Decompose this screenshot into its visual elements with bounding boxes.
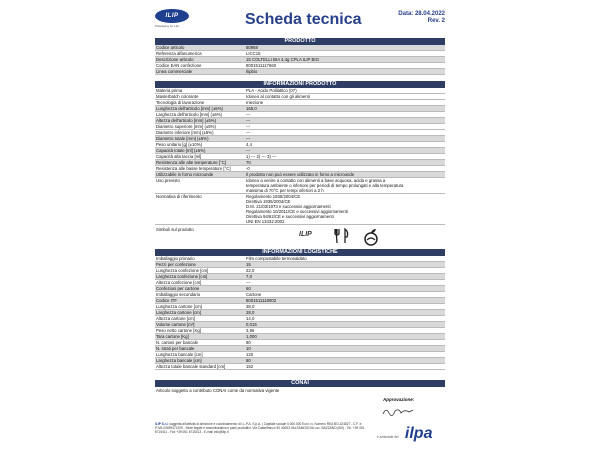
food-contact-icon: [333, 227, 351, 245]
row-label: Pezzi per confezione: [155, 262, 245, 268]
row-value: ---: [245, 280, 445, 286]
row-value: Ilipbio: [245, 69, 445, 75]
row-value: LICC15: [245, 51, 445, 57]
row-value: 165,0: [245, 106, 445, 112]
row-label: Diametro totale [mm] (±5%): [155, 136, 245, 142]
row-value: PLA - Acido Polilattico (07): [245, 88, 445, 94]
section-logistiche: [155, 249, 445, 370]
row-label: Diametro superiore [mm] (±5%): [155, 124, 245, 130]
row-value: 60: [245, 286, 445, 292]
row-value: 8001511118002: [245, 298, 445, 304]
product-symbols: [155, 225, 445, 249]
row-label: Codice articolo: [155, 45, 245, 51]
row-label: Masterbatch colorante: [155, 94, 245, 100]
symbols-label: Simboli sul prodotto: [156, 227, 194, 232]
table-row: [155, 69, 445, 75]
ilip-logo: ILIP: [155, 9, 189, 23]
ilpa-logo: [377, 425, 432, 443]
row-value: 80968: [245, 45, 445, 51]
row-value: 14,0: [245, 316, 445, 322]
row-label: Capacità totale [ml] (±5%): [155, 148, 245, 154]
row-label: Lunghezza dell'articolo [mm] (±5%): [155, 106, 245, 112]
ilpa-caption: è aziendale del: [377, 435, 399, 439]
row-value: ---: [245, 130, 445, 136]
row-value: 10: [245, 346, 445, 352]
section-title: INFORMAZIONI LOGISTICHE: [155, 249, 445, 256]
row-label: Capacità alla taccia [ml]: [155, 154, 245, 160]
compostable-icon: [363, 228, 379, 246]
row-label: Tecnologia di lavorazione: [155, 100, 245, 106]
row-label: Altezza cartone [cm]: [155, 316, 245, 322]
row-value: 15 COLTELLI BIA 4,4g CPLA ILIP BIO: [245, 57, 445, 63]
row-label: Utilizzabile in forno microonde: [155, 172, 245, 178]
logo-tagline: Packaging for Life: [155, 24, 180, 28]
row-value: 120: [245, 352, 445, 358]
row-label: Imballaggio primario: [155, 256, 245, 262]
conai-text: Articolo soggetto a contributo CONAI come da normativa vigente: [156, 388, 280, 393]
ilip-symbol: ILIP: [299, 231, 312, 238]
footer-company: ILIP S.r.l.: [155, 422, 169, 426]
section-title: INFORMAZIONI PRODOTTO: [155, 81, 445, 88]
footer-legal: [155, 422, 365, 434]
row-label: Resistenza alle basse temperature [°C]: [155, 166, 245, 172]
row-value: 80: [245, 358, 445, 364]
date-block: [398, 11, 445, 25]
approval-label: Approvazione:: [383, 397, 415, 402]
row-value: Iniezione: [245, 100, 445, 106]
info-table: [155, 88, 445, 225]
row-label: Altezza confezione [cm]: [155, 280, 245, 286]
row-value: 1,000: [245, 334, 445, 340]
row-label: Lunghezza cartone [cm]: [155, 304, 245, 310]
row-label: Larghezza dell'articolo [mm] (±5%): [155, 112, 245, 118]
row-label: Linea commerciale: [155, 69, 245, 75]
table-row: [155, 194, 445, 225]
table-row: [155, 178, 445, 194]
row-value: ---: [245, 118, 445, 124]
row-value: Idoneo al contatto con gli alimenti: [245, 94, 445, 100]
row-value: -0: [245, 166, 445, 172]
table-row: [155, 364, 445, 370]
row-value: Regolamento 1935/2004/CE Direttiva 1935/2004/CE D.M. 21/03/1973 e successivi aggiornamenti Regolamento 10/2011/CE e successivi aggiornamenti Direttiva 94/62/CE e successivi aggiornamenti UNI EN 13432:2002: [245, 194, 445, 225]
header: [155, 6, 445, 38]
row-label: Larghezza confezione [cm]: [155, 274, 245, 280]
section-conai: [155, 380, 445, 394]
row-label: Confezioni per cartone: [155, 286, 245, 292]
date-label: Data: 28.04.2022: [398, 11, 445, 17]
row-value: 7,0: [245, 274, 445, 280]
row-label: Materia prima: [155, 88, 245, 94]
row-label: Imballaggio secondario: [155, 292, 245, 298]
logistiche-table: [155, 256, 445, 370]
row-label: N. cartoni per bancale: [155, 340, 245, 346]
row-label: Altezza totale bancale standard [cm]: [155, 364, 245, 370]
row-label: Lunghezza bancale [cm]: [155, 352, 245, 358]
row-value: 28,0: [245, 310, 445, 316]
row-label: Codice EAN confezione: [155, 63, 245, 69]
row-label: Larghezza cartone [cm]: [155, 310, 245, 316]
row-value: 8001511117660: [245, 63, 445, 69]
row-label: Referenza alfanumerica: [155, 51, 245, 57]
row-value: 0,015: [245, 322, 445, 328]
row-value: 4,4: [245, 142, 445, 148]
row-label: Codice ITF: [155, 298, 245, 304]
ilpa-wordmark: ilpa: [404, 425, 433, 442]
row-value: Idoneo a venire a contatto con alimenti a base acquosa, acida e grassa a temperatura ambiente o inferiore per periodi di tempo prolungati e alla temperatura massima di 70°C per tempi inferiori a 2 h: [245, 178, 445, 194]
row-value: Il prodotto non può essere utilizzato in forno a microonde: [245, 172, 445, 178]
row-label: Tara cartone [Kg]: [155, 334, 245, 340]
page-title: Scheda tecnica: [245, 11, 362, 28]
row-label: Larghezza bancale [cm]: [155, 358, 245, 364]
datasheet: [155, 6, 445, 394]
section-title: PRODOTTO: [155, 38, 445, 45]
row-label: Lunghezza confezione [cm]: [155, 268, 245, 274]
row-label: Diametro inferiore [mm] (±5%): [155, 130, 245, 136]
row-value: ---: [245, 136, 445, 142]
prodotto-table: [155, 45, 445, 75]
footer-details: soggetta all'attività di direzione e coordinamento di I.L.P.A. S.p.A. | Capitale sociale 5.000.000 Euro i.v. Numero REA BO-324827 - C.F. e P.IVA 03499471209 - Sede legale e amministrativa e piani produttivi: Via Castelfranco 50 40053 VALSAMOGGIA Loc. BAZZANO (BO) - Tel. +39 051 6715411 - Fax +39 051 6715413 - E-mail info@ilip.it: [155, 422, 365, 434]
row-value: ---: [245, 112, 445, 118]
row-value: 15: [245, 262, 445, 268]
row-label: Descrizione articolo: [155, 57, 245, 63]
row-value: 152: [245, 364, 445, 370]
row-label: Resistenza alle alte temperature [°C]: [155, 160, 245, 166]
revision-label: Rev. 2: [427, 18, 445, 24]
row-label: Altezza dell'articolo [mm] (±5%): [155, 118, 245, 124]
row-label: Volume cartone [m³]: [155, 322, 245, 328]
row-label: Peso unitario [g] (±10%): [155, 142, 245, 148]
row-label: N. strati per bancale: [155, 346, 245, 352]
row-value: 1) --- 2) --- 3) ---: [245, 154, 445, 160]
section-title: CONAI: [155, 380, 445, 387]
row-value: Cartone: [245, 292, 445, 298]
section-prodotto: [155, 38, 445, 75]
row-value: ---: [245, 148, 445, 154]
row-value: ---: [245, 124, 445, 130]
row-value: 38,0: [245, 304, 445, 310]
row-label: Normativa di riferimento: [155, 194, 245, 225]
signature-image: [381, 405, 415, 417]
row-value: 70: [245, 160, 445, 166]
row-value: 3,96: [245, 328, 445, 334]
section-info: [155, 81, 445, 249]
row-label: Uso previsto: [155, 178, 245, 194]
row-value: 22,0: [245, 268, 445, 274]
row-value: Film compostabile termosaldato: [245, 256, 445, 262]
row-label: Peso netto cartone [Kg]: [155, 328, 245, 334]
row-value: 80: [245, 340, 445, 346]
